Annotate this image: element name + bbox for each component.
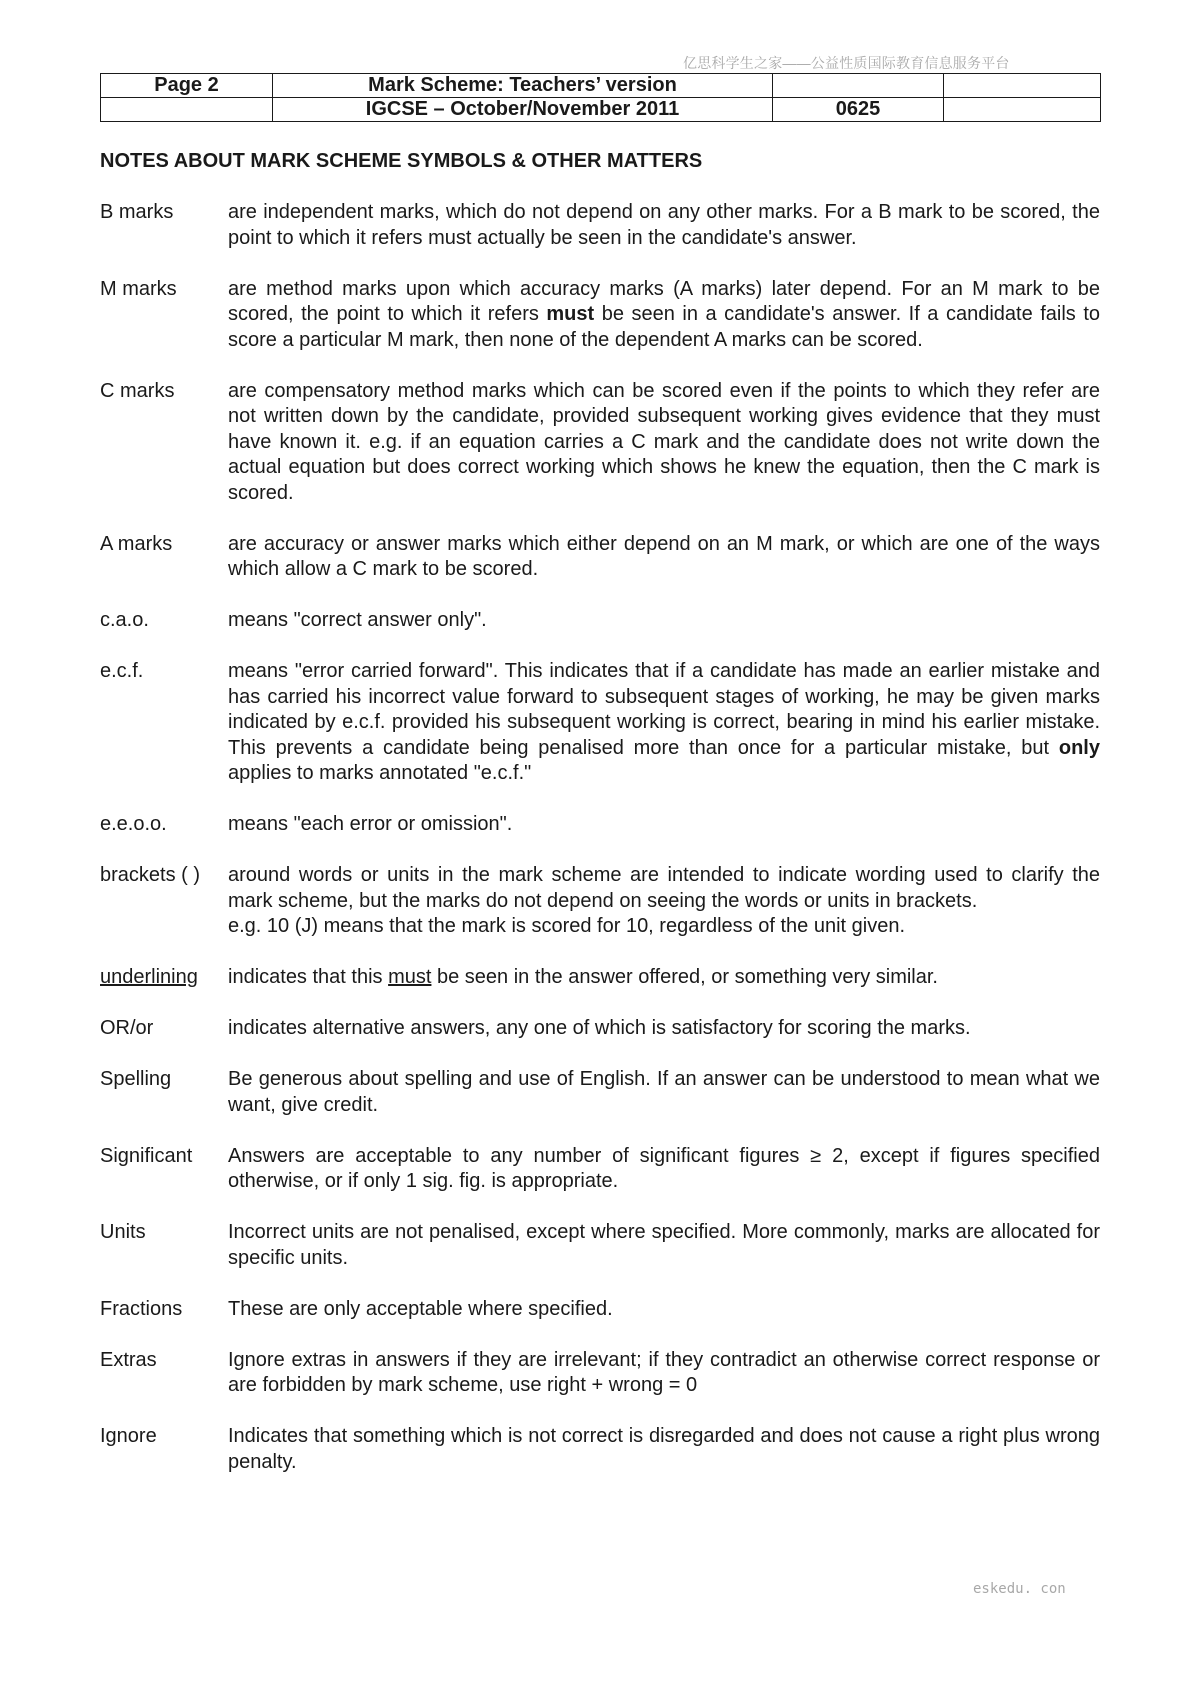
note-definition: Answers are acceptable to any number of significant figures ≥ 2, except if figures specified otherwise, or if only 1 sig. fig. is appropriate. bbox=[228, 1144, 1100, 1192]
note-term: underlining bbox=[100, 966, 198, 988]
header-row-1 bbox=[101, 74, 1101, 98]
definition-text: indicates that this bbox=[228, 966, 389, 988]
note-definition: Indicates that something which is not correct is disregarded and does not cause a right plus wrong penalty. bbox=[228, 1425, 1100, 1473]
exam-session: IGCSE – October/November 2011 bbox=[273, 98, 773, 122]
note-term: Ignore bbox=[100, 1425, 157, 1447]
note-term: Spelling bbox=[100, 1068, 172, 1090]
header-empty-cell bbox=[944, 74, 1101, 98]
note-term: A marks bbox=[100, 532, 173, 555]
note-definition: are independent marks, which do not depend on any other marks. For a B mark to be scored, the point to which it refers must actually be seen in the candidate's answer. bbox=[228, 201, 1100, 249]
definition-text: be seen in a candidate's answer. If a candidate fails to score a particular M mark, then none of the dependent A marks can be scored. bbox=[228, 303, 1100, 351]
note-definition bbox=[228, 965, 1100, 991]
header-row-2 bbox=[101, 98, 1101, 122]
header-empty-cell bbox=[773, 74, 944, 98]
note-term: e.e.o.o. bbox=[100, 813, 167, 835]
note-term: brackets ( ) bbox=[100, 864, 201, 886]
watermark-bottom: eskedu. con bbox=[973, 1581, 1066, 1597]
note-eeoo bbox=[100, 812, 1100, 838]
note-c-marks bbox=[100, 379, 1100, 507]
note-term: e.c.f. bbox=[100, 660, 144, 682]
note-cao bbox=[100, 608, 1100, 634]
note-term: Extras bbox=[100, 1348, 157, 1371]
note-definition bbox=[228, 863, 1100, 940]
note-definition: Incorrect units are not penalised, except where specified. More commonly, marks are allocated for specific units. bbox=[228, 1221, 1100, 1269]
definition-text: around words or units in the mark scheme are intended to indicate wording used to clarify the mark scheme, but the marks do not depend on seeing the words or units in brackets. bbox=[228, 864, 1100, 912]
note-brackets bbox=[100, 863, 1100, 940]
note-a-marks bbox=[100, 532, 1100, 583]
note-underlining bbox=[100, 965, 1100, 991]
underlined-text: must bbox=[388, 966, 432, 988]
note-definition: These are only acceptable where specified. bbox=[228, 1297, 613, 1320]
note-or bbox=[100, 1016, 1100, 1042]
note-definition: are compensatory method marks which can be scored even if the points to which they refer are not written down by the candidate, provided subsequent working gives evidence that they must have known it. e.g. if an equation carries a C mark and the candidate does not write down the actual equation but does correct working which shows he knew the equation, then the C mark is scored. bbox=[228, 379, 1100, 504]
header-empty-cell bbox=[101, 98, 273, 122]
note-extras bbox=[100, 1348, 1100, 1399]
definition-text: be seen in the answer offered, or something very similar. bbox=[431, 966, 938, 988]
note-fractions bbox=[100, 1297, 1100, 1323]
note-ignore bbox=[100, 1424, 1100, 1475]
note-term: C marks bbox=[100, 379, 175, 402]
note-b-marks bbox=[100, 200, 1100, 251]
header-empty-cell bbox=[944, 98, 1101, 122]
note-significant bbox=[100, 1144, 1100, 1195]
definition-text: are method marks upon which accuracy marks (A marks) later depend. For an M mark to be scored, the point to which it refers bbox=[228, 277, 1100, 325]
note-spelling bbox=[100, 1067, 1100, 1118]
note-definition: means "each error or omission". bbox=[228, 813, 513, 835]
note-definition bbox=[228, 277, 1100, 354]
section-heading: NOTES ABOUT MARK SCHEME SYMBOLS & OTHER MATTERS bbox=[100, 150, 703, 172]
definition-example: e.g. 10 (J) means that the mark is scored for 10, regardless of the unit given. bbox=[228, 915, 906, 937]
header-table bbox=[100, 73, 1101, 122]
note-definition bbox=[228, 659, 1100, 787]
note-definition: are accuracy or answer marks which either depend on an M mark, or which are one of the ways which allow a C mark to be scored. bbox=[228, 532, 1100, 580]
note-definition: means "correct answer only". bbox=[228, 609, 487, 631]
note-definition: Be generous about spelling and use of English. If an answer can be understood to mean what we want, give credit. bbox=[228, 1068, 1100, 1116]
note-term: B marks bbox=[100, 201, 174, 223]
definition-text: applies to marks annotated "e.c.f." bbox=[228, 762, 532, 784]
emphasis-text: only bbox=[1058, 736, 1100, 759]
note-term: M marks bbox=[100, 277, 177, 300]
note-term: Fractions bbox=[100, 1297, 183, 1320]
note-definition: Ignore extras in answers if they are irrelevant; if they contradict an otherwise correct response or are forbidden by mark scheme, use right + wrong = 0 bbox=[228, 1348, 1100, 1396]
watermark-top: 亿思科学生之家——公益性质国际教育信息服务平台 bbox=[683, 55, 1010, 71]
syllabus-code: 0625 bbox=[773, 98, 944, 122]
note-term: Significant bbox=[100, 1144, 193, 1167]
note-m-marks bbox=[100, 277, 1100, 354]
note-term: Units bbox=[100, 1221, 146, 1243]
note-ecf bbox=[100, 659, 1100, 787]
note-term: c.a.o. bbox=[100, 609, 149, 631]
note-term: OR/or bbox=[100, 1017, 154, 1039]
notes-list bbox=[100, 200, 1100, 1501]
document-title: Mark Scheme: Teachers’ version bbox=[273, 74, 773, 98]
note-units bbox=[100, 1220, 1100, 1271]
emphasis-text: must bbox=[546, 303, 595, 325]
note-definition: indicates alternative answers, any one of which is satisfactory for scoring the marks. bbox=[228, 1017, 971, 1039]
definition-text: means "error carried forward". This indicates that if a candidate has made an earlier mistake and has carried his incorrect value forward to subsequent stages of working, he may be given marks indicated by e.c.f. provided his subsequent working is correct, bearing in mind his earlier mistake. This prevents a candidate being penalised more than once for a particular mistake, but bbox=[228, 660, 1100, 759]
page-number: Page 2 bbox=[101, 74, 273, 98]
